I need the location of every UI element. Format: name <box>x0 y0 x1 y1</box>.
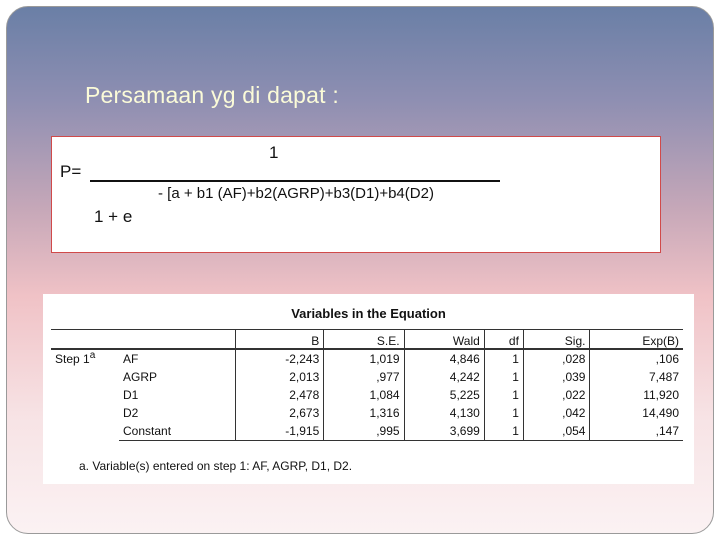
header-blank <box>119 330 235 350</box>
cell-df: 1 <box>484 368 523 386</box>
cell-wald: 4,130 <box>404 404 484 422</box>
fraction-bar <box>90 180 500 182</box>
row-label: AGRP <box>123 370 158 384</box>
cell-se: 1,019 <box>324 349 404 368</box>
equation-exponent: - [a + b1 (AF)+b2(AGRP)+b3(D1)+b4(D2) <box>158 185 434 202</box>
cell-expb: 11,920 <box>590 386 683 404</box>
equation-box <box>51 136 661 253</box>
step-superscript: a <box>89 350 96 361</box>
cell-se: ,995 <box>324 422 404 441</box>
header-sig: Sig. <box>523 330 590 350</box>
header-b: B <box>235 330 324 350</box>
cell-b: 2,013 <box>235 368 324 386</box>
cell-b: -1,915 <box>235 422 324 441</box>
table-row <box>51 368 683 386</box>
cell-df: 1 <box>484 404 523 422</box>
cell-df: 1 <box>484 386 523 404</box>
equation-lhs: P= <box>60 162 82 181</box>
header-df: df <box>484 330 523 350</box>
cell-df: 1 <box>484 422 523 441</box>
row-label: AF <box>123 352 139 366</box>
cell-wald: 4,846 <box>404 349 484 368</box>
cell-wald: 4,242 <box>404 368 484 386</box>
cell-b: 2,673 <box>235 404 324 422</box>
regression-table <box>43 294 694 484</box>
slide <box>6 6 714 534</box>
cell-wald: 5,225 <box>404 386 484 404</box>
footnote-marker: a. <box>79 459 90 473</box>
table-row <box>51 404 683 422</box>
table-footnote <box>79 459 352 473</box>
equation-denominator-base: 1 + e <box>94 207 133 226</box>
header-blank <box>51 330 119 350</box>
step-label <box>51 349 119 441</box>
row-label: D1 <box>123 388 139 402</box>
header-se: S.E. <box>324 330 404 350</box>
header-expb: Exp(B) <box>590 330 683 350</box>
cell-df: 1 <box>484 349 523 368</box>
row-label: Constant <box>119 422 235 441</box>
header-wald: Wald <box>404 330 484 350</box>
cell-expb: ,106 <box>590 349 683 368</box>
cell-expb: 7,487 <box>590 368 683 386</box>
table-title: Variables in the Equation <box>291 306 446 321</box>
cell-b: -2,243 <box>235 349 324 368</box>
cell-se: 1,316 <box>324 404 404 422</box>
cell-sig: ,039 <box>523 368 590 386</box>
footnote-text: Variable(s) entered on step 1: AF, AGRP, D1, D2. <box>92 459 353 473</box>
slide-title: Persamaan yg di dapat : <box>85 82 339 108</box>
step-text: Step 1 <box>55 352 90 366</box>
cell-se: 1,084 <box>324 386 404 404</box>
variables-table <box>51 329 683 441</box>
row-label: D2 <box>123 406 139 420</box>
cell-sig: ,042 <box>523 404 590 422</box>
cell-expb: 14,490 <box>590 404 683 422</box>
cell-sig: ,028 <box>523 349 590 368</box>
table-row <box>51 386 683 404</box>
cell-b: 2,478 <box>235 386 324 404</box>
cell-wald: 3,699 <box>404 422 484 441</box>
cell-se: ,977 <box>324 368 404 386</box>
equation-numerator: 1 <box>269 143 279 162</box>
cell-sig: ,022 <box>523 386 590 404</box>
cell-sig: ,054 <box>523 422 590 441</box>
table-row <box>51 422 683 441</box>
cell-expb: ,147 <box>590 422 683 441</box>
table-row <box>51 349 683 368</box>
